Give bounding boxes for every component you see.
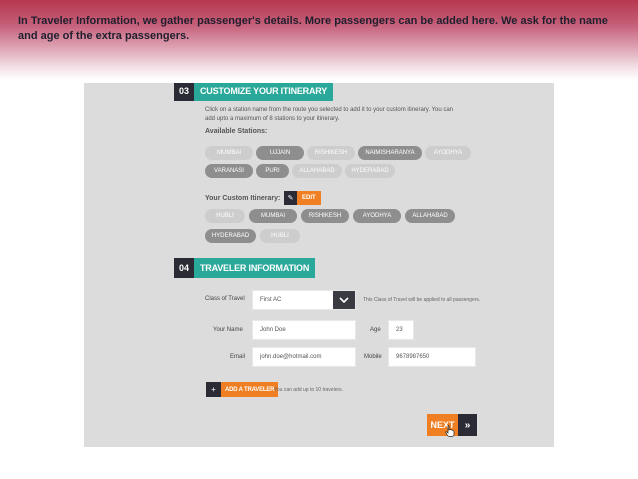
available-station-chip[interactable]: MUMBAI [205, 146, 253, 160]
available-station-chip[interactable]: ALLAHABAD [292, 164, 342, 178]
mobile-input[interactable] [388, 347, 476, 367]
add-traveler-label: ADD A TRAVELER [221, 382, 278, 397]
available-station-chip[interactable]: NAIMISHARANYA [358, 146, 422, 160]
email-label: Email [230, 354, 246, 360]
custom-station-chip[interactable]: AYODHYA [353, 209, 401, 223]
your-name-value: John Doe [260, 327, 286, 333]
email-input[interactable] [252, 347, 356, 367]
custom-station-chip[interactable]: HUBLI [205, 209, 245, 223]
custom-station-chip[interactable]: HUBLI [260, 229, 300, 243]
age-input[interactable] [388, 320, 414, 340]
itinerary-note-line1: Click on a station name from the route you selected to add it to your custom itinerary. You can [205, 107, 454, 113]
plus-icon: + [206, 382, 221, 397]
add-traveler-note: You can add up to 10 travelers. [274, 387, 344, 393]
email-value: john.doe@hotmail.com [260, 354, 322, 360]
age-value: 23 [396, 327, 403, 333]
your-name-input[interactable] [252, 320, 356, 340]
slide-caption: In Traveler Information, we gather passenger's details. More passengers can be added here. We ask for the name and age of the extra passengers. [18, 15, 608, 42]
hand-pointer-icon [445, 425, 455, 437]
available-station-chip[interactable]: VARANASI [205, 164, 253, 178]
class-of-travel-value: First AC [260, 297, 282, 303]
custom-itinerary-label: Your Custom Itinerary: [205, 195, 281, 202]
class-of-travel-select[interactable] [252, 290, 356, 310]
step-4-number: 04 [174, 258, 194, 278]
step-3-number: 03 [174, 83, 194, 101]
mobile-value: 9678987650 [396, 354, 430, 360]
your-name-label: Your Name [213, 327, 243, 333]
step-3-title: CUSTOMIZE YOUR ITINERARY [194, 83, 333, 101]
available-station-chip[interactable]: HYDERABAD [345, 164, 395, 178]
step-3-header [174, 83, 333, 101]
pencil-icon: ✎ [284, 191, 297, 205]
class-of-travel-note: This Class of Travel will be applied to all passengers. [363, 297, 481, 303]
mobile-label: Mobile [364, 354, 382, 360]
double-chevron-right-icon: » [458, 414, 477, 436]
available-station-chip[interactable]: PURI [256, 164, 289, 178]
next-label: NEXT [427, 414, 458, 436]
step-4-header [174, 258, 315, 278]
custom-station-chip[interactable]: MUMBAI [249, 209, 297, 223]
edit-label: EDIT [297, 191, 321, 205]
custom-station-chip[interactable]: RISHIKESH [301, 209, 349, 223]
custom-station-chip[interactable]: HYDERABAD [205, 229, 256, 243]
available-station-chip[interactable]: RISHIKESH [307, 146, 355, 160]
step-4-title: TRAVELER INFORMATION [194, 258, 315, 278]
available-station-chip[interactable]: AYODHYA [425, 146, 471, 160]
booking-panel [84, 83, 554, 447]
chevron-down-icon[interactable] [333, 291, 355, 309]
available-station-chip[interactable]: UJJAIN [256, 146, 304, 160]
age-label: Age [370, 327, 381, 333]
edit-itinerary-button[interactable] [284, 191, 321, 205]
class-of-travel-label: Class of Travel [205, 296, 245, 302]
itinerary-note-line2: add upto a maximum of 8 stations to your itinerary. [205, 116, 340, 122]
custom-station-chip[interactable]: ALLAHABAD [405, 209, 455, 223]
add-traveler-button[interactable] [206, 382, 278, 397]
available-stations-label: Available Stations: [205, 128, 268, 135]
